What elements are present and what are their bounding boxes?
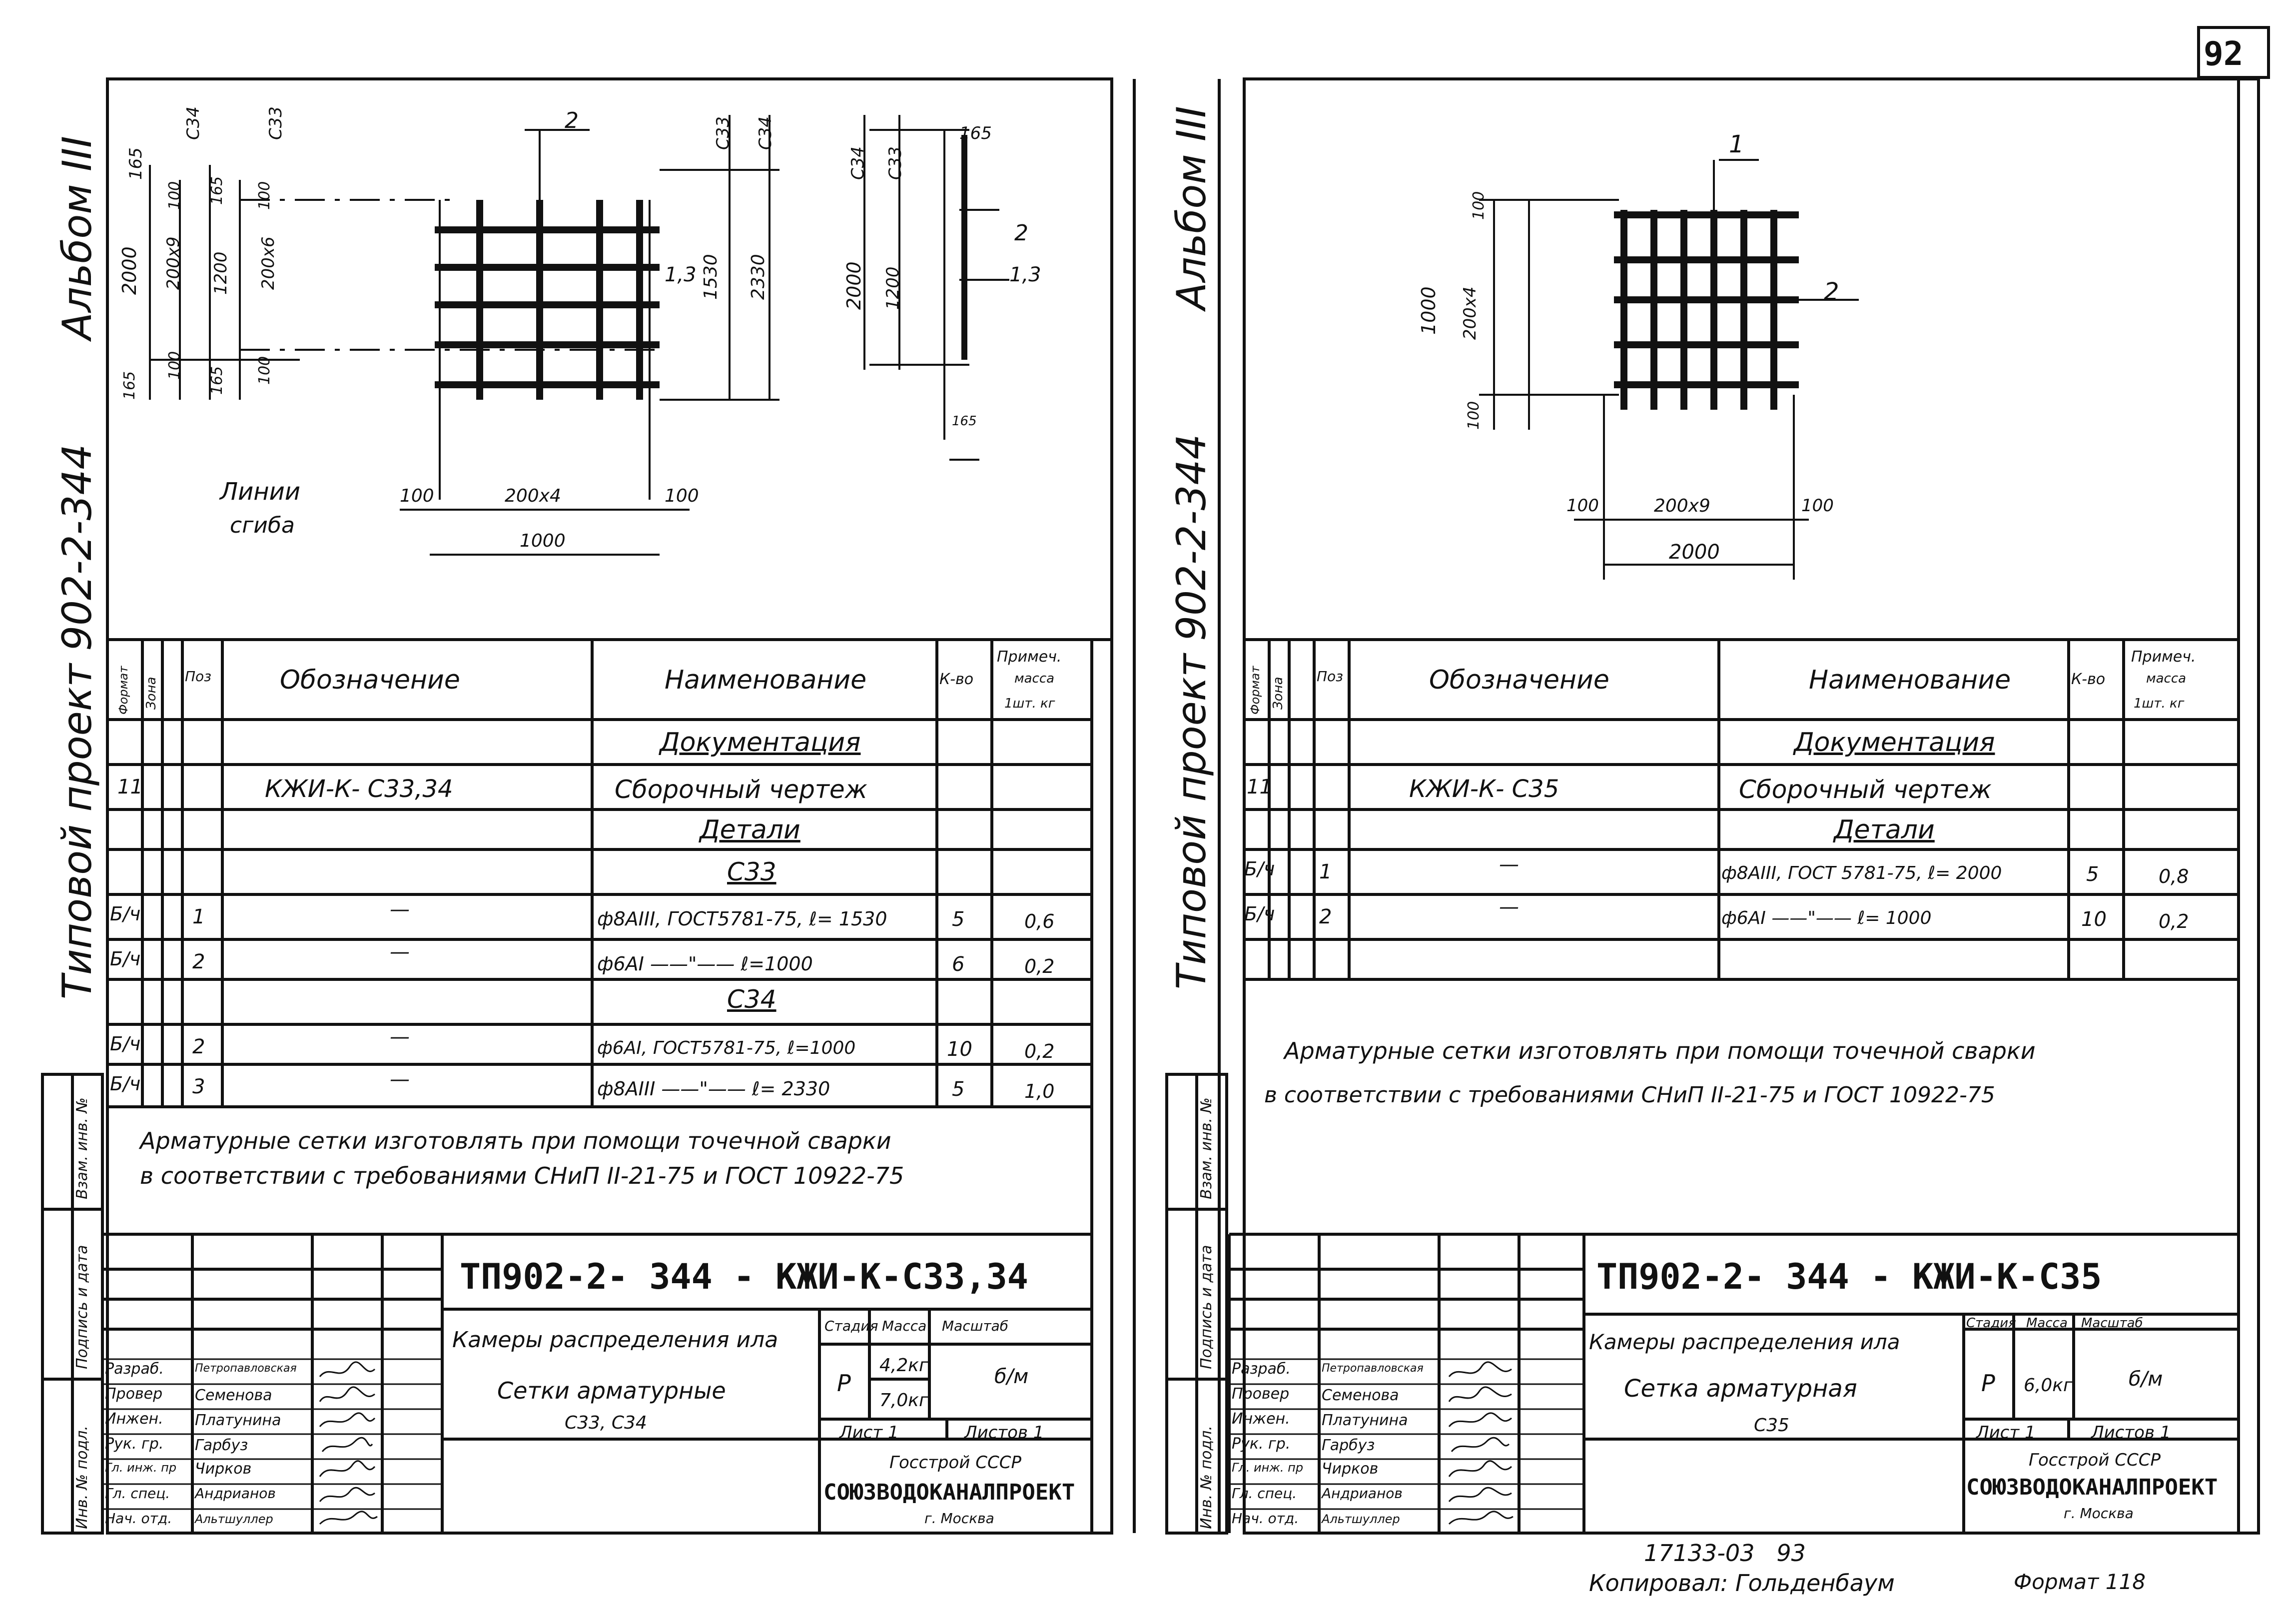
mark-label: 1,3 (665, 263, 697, 286)
staff-name: Семенова (1322, 1387, 1399, 1404)
left-signatures (315, 1359, 380, 1532)
dim-label: 165 (952, 414, 977, 429)
hdr-oboznachenie: Обозначение (280, 665, 460, 695)
dim-label: 165 (959, 123, 992, 143)
hdr-naimenovanie: Наименование (665, 665, 867, 695)
mark-label: 1,3 (1009, 263, 1041, 286)
mark-label: 1 (1729, 130, 1744, 158)
dim-label: 200х6 (258, 236, 278, 290)
right-signatures (1444, 1359, 1517, 1532)
staff-role: Разраб. (1232, 1360, 1291, 1378)
spec-cell: С34 (727, 985, 776, 1014)
spec-cell: — (390, 1068, 410, 1091)
mark-label: 2 (1824, 278, 1839, 306)
spec-cell: 0,2 (2159, 910, 2189, 932)
staff-role: Разраб. (105, 1360, 164, 1378)
dim-label: 1000 (520, 531, 566, 551)
staff-role: Нач. отд. (105, 1510, 172, 1527)
spec-cell: 3 (192, 1075, 205, 1098)
spec-cell: С33 (727, 857, 776, 886)
spec-cell: 10 (947, 1038, 972, 1061)
left-org3: г. Москва (924, 1510, 994, 1527)
dim-label: 2000 (118, 246, 140, 295)
hdr-poz: Поз (185, 668, 212, 685)
right-album-label: Альбом III (1168, 106, 1215, 310)
spec-cell: Документация (1794, 728, 1995, 758)
spec-cell: КЖИ-К- С33,34 (265, 775, 453, 803)
staff-name: Андрианов (1322, 1485, 1403, 1502)
left-note-line2: в соответствии с требованиями СНиП II-21-75 и ГОСТ 10922-75 (140, 1162, 904, 1189)
lines-label: Линии (220, 478, 301, 506)
right-title-name2: Сетка арматурная (1624, 1375, 1857, 1403)
hdr-naimenovanie: Наименование (1809, 665, 2011, 695)
staff-name: Альтшуллер (1322, 1512, 1400, 1526)
right-org2: СОЮЗВОДОКАНАЛПРОЕКТ (1966, 1475, 2218, 1500)
dim-label: 200х9 (1654, 496, 1710, 516)
left-title-name2: Сетки арматурные (497, 1377, 726, 1404)
right-project-label: Типовой проект 902-2-344 (1168, 434, 1215, 989)
staff-name: Петропавловская (1322, 1362, 1424, 1375)
dim-label: 100 (166, 351, 183, 380)
hdr-massa: масса (2146, 671, 2187, 686)
left-masshtab-h: Масштаб (942, 1318, 1009, 1334)
spec-cell: 5 (952, 1078, 965, 1101)
staff-role: Провер (105, 1385, 163, 1403)
staff-role: Гл. инж. пр (105, 1461, 177, 1475)
left-title-name3: С33, С34 (565, 1413, 647, 1433)
spec-cell: 0,8 (2159, 865, 2189, 887)
staff-role: Рук. гр. (105, 1435, 164, 1453)
spec-cell: Детали (700, 815, 800, 845)
spec-cell: ф8АIII, ГОСТ 5781-75, ℓ= 2000 (1721, 863, 2002, 883)
hdr-poz: Поз (1317, 668, 1344, 685)
hdr-zona: Зона (1271, 677, 1286, 710)
spec-cell: ф8АIII, ГОСТ5781-75, ℓ= 1530 (597, 908, 887, 930)
staff-name: Семенова (195, 1387, 272, 1404)
dim-label: 165 (208, 366, 226, 395)
right-org3: г. Москва (2064, 1505, 2134, 1522)
spec-cell: Б/ч (1244, 903, 1275, 925)
dim-label: С34 (756, 116, 775, 150)
dim-label: 200х9 (163, 236, 183, 290)
spec-cell: 11 (117, 776, 143, 799)
dim-label: 100 (1801, 496, 1834, 516)
staff-role: Провер (1232, 1385, 1290, 1403)
staff-role: Рук. гр. (1232, 1435, 1291, 1453)
right-masshtab: б/м (2129, 1368, 2163, 1391)
left-org1: Госстрой СССР (889, 1453, 1021, 1473)
spec-cell: ф6АI ——"—— ℓ=1000 (597, 953, 813, 975)
spec-cell: Сборочный чертеж (615, 775, 867, 804)
left-project-label: Типовой проект 902-2-344 (54, 444, 100, 999)
left-stamp-inv: Инв. № подл. (73, 1426, 91, 1529)
right-org1: Госстрой СССР (2029, 1450, 2161, 1470)
staff-role: Гл. спец. (105, 1485, 170, 1502)
right-stamp-inv: Инв. № подл. (1198, 1426, 1215, 1529)
dim-label: 100 (665, 486, 699, 506)
copied-by: Копировал: Гольденбаум (1589, 1570, 1895, 1597)
spec-cell: — (1499, 853, 1519, 876)
spec-cell: Б/ч (110, 903, 141, 925)
dim-label: 165 (126, 147, 146, 180)
spec-cell: КЖИ-К- С35 (1409, 775, 1559, 803)
right-masshtab-h: Масштаб (2081, 1316, 2143, 1331)
hdr-massa-unit: 1шт. кг (2134, 696, 2185, 711)
dim-label: С33 (885, 146, 905, 180)
dim-label: 2000 (1669, 541, 1720, 564)
dim-label: 165 (121, 371, 138, 400)
dim-label: С33 (266, 106, 286, 140)
spec-cell: 11 (1247, 776, 1272, 799)
hdr-massa: масса (1014, 671, 1055, 686)
staff-role: Гл. спец. (1232, 1485, 1297, 1502)
spec-cell: Б/ч (110, 1033, 141, 1055)
right-title-name1: Камеры распределения ила (1589, 1330, 1900, 1354)
right-stamp-podpis: Подпись и дата (1198, 1245, 1215, 1369)
hdr-format: Формат (1248, 666, 1262, 715)
dim-label: С34 (848, 146, 868, 180)
left-stamp-vzam: Взам. инв. № (73, 1097, 91, 1199)
spec-cell: 1 (192, 905, 205, 928)
right-mesh-drawing (1479, 160, 1859, 580)
spec-cell: ф6АI ——"—— ℓ= 1000 (1721, 908, 1932, 928)
left-title-name1: Камеры распределения ила (452, 1327, 778, 1353)
spec-cell: Документация (660, 728, 861, 758)
staff-name: Гарбуз (195, 1437, 248, 1454)
left-massa1: 4,2кг (879, 1355, 928, 1376)
dim-label: 1200 (883, 266, 903, 310)
dim-label: 1530 (701, 254, 721, 300)
right-massa1: 6,0кг (2024, 1375, 2073, 1396)
spec-cell: 6 (952, 953, 965, 976)
right-title-name3: С35 (1754, 1415, 1789, 1436)
staff-name: Чирков (195, 1460, 252, 1478)
spec-cell: 0,6 (1024, 910, 1055, 932)
dim-label: 200х4 (505, 486, 561, 506)
staff-name: Андрианов (195, 1485, 276, 1502)
left-masshtab: б/м (994, 1365, 1029, 1388)
spec-cell: Сборочный чертеж (1739, 775, 1992, 804)
hdr-format: Формат (116, 666, 130, 715)
hdr-zona: Зона (144, 677, 159, 710)
format-label: Формат 118 (2014, 1570, 2146, 1594)
spec-cell: 5 (952, 908, 965, 931)
spec-cell: Б/ч (110, 948, 141, 970)
left-frame (107, 79, 1112, 1533)
lines-label: сгиба (230, 513, 295, 538)
dim-label: 100 (1465, 401, 1483, 430)
hdr-prim: Примеч. (997, 648, 1062, 666)
spec-cell: ф8АIII ——"—— ℓ= 2330 (597, 1078, 830, 1100)
right-stadiya: Р (1981, 1370, 1995, 1397)
page-number: 92 (2204, 34, 2244, 73)
spec-cell: 2 (1319, 905, 1332, 928)
dim-label: С33 (713, 116, 733, 150)
left-title-code: ТП902-2- 344 - КЖИ-К-С33,34 (460, 1256, 1028, 1297)
spec-cell: — (390, 1025, 410, 1048)
spec-cell: 1 (1319, 860, 1332, 883)
dim-label: С34 (183, 106, 203, 140)
spec-cell: ф6АI, ГОСТ5781-75, ℓ=1000 (597, 1038, 856, 1058)
mark-label: 2 (565, 108, 579, 133)
spec-cell: Детали (1834, 815, 1935, 845)
left-stadiya-h: Стадия (824, 1318, 878, 1334)
spec-cell: — (1499, 895, 1519, 918)
staff-name: Гарбуз (1322, 1437, 1375, 1454)
staff-name: Альтшуллер (195, 1512, 273, 1526)
spec-cell: 2 (192, 950, 205, 973)
dim-label: 1200 (211, 251, 231, 295)
hdr-kol: К-во (2071, 671, 2106, 688)
spec-cell: Б/ч (110, 1073, 141, 1095)
hdr-prim: Примеч. (2131, 648, 2196, 666)
spec-cell: — (390, 898, 410, 921)
staff-role: Инжен. (1232, 1410, 1290, 1428)
left-massa2: 7,0кг (879, 1390, 928, 1411)
spec-cell: 0,2 (1024, 1040, 1055, 1062)
hdr-kol: К-во (939, 671, 974, 688)
left-album-label: Альбом III (54, 136, 100, 340)
hdr-massa-unit: 1шт. кг (1004, 696, 1055, 711)
staff-role: Гл. инж. пр (1232, 1461, 1304, 1475)
left-list: Лист 1 (839, 1423, 899, 1443)
dim-label: 2330 (748, 254, 768, 300)
dim-label: 100 (166, 181, 183, 210)
staff-name: Платунина (195, 1412, 281, 1429)
spec-cell: — (390, 940, 410, 963)
left-listov: Листов 1 (964, 1423, 1044, 1443)
dim-label: 1000 (1418, 286, 1440, 335)
right-listov: Листов 1 (2091, 1423, 2171, 1443)
spec-cell: 0,2 (1024, 955, 1055, 977)
dim-label: 165 (208, 176, 226, 205)
right-list: Лист 1 (1976, 1423, 2036, 1443)
staff-name: Чирков (1322, 1460, 1379, 1478)
right-note-line2: в соответствии с требованиями СНиП II-21-75 и ГОСТ 10922-75 (1264, 1082, 1995, 1108)
right-stadiya-h: Стадия (1966, 1316, 2016, 1331)
left-org2: СОЮЗВОДОКАНАЛПРОЕКТ (823, 1480, 1075, 1505)
left-stamp-podpis: Подпись и дата (73, 1245, 91, 1369)
spec-cell: 1,0 (1024, 1080, 1055, 1102)
right-stamp-vzam: Взам. инв. № (1198, 1097, 1215, 1199)
spec-cell: 5 (2086, 863, 2099, 886)
spec-cell: 2 (192, 1035, 205, 1058)
dim-label: 100 (1566, 496, 1599, 516)
right-title-code: ТП902-2- 344 - КЖИ-К-С35 (1596, 1256, 2102, 1297)
dim-label: 100 (400, 486, 434, 506)
spec-cell: Б/ч (1244, 858, 1275, 880)
mark-label: 2 (1014, 220, 1028, 246)
staff-name: Платунина (1322, 1412, 1408, 1429)
right-massa-h: Масса (2026, 1316, 2068, 1331)
staff-role: Инжен. (105, 1410, 163, 1428)
dim-label: 2000 (843, 261, 865, 310)
right-note-line1: Арматурные сетки изготовлять при помощи точечной сварки (1284, 1037, 2036, 1064)
hdr-oboznachenie: Обозначение (1429, 665, 1609, 695)
left-note-line1: Арматурные сетки изготовлять при помощи точечной сварки (140, 1127, 891, 1154)
staff-role: Нач. отд. (1232, 1510, 1299, 1527)
left-stadiya: Р (837, 1370, 851, 1397)
dim-label: 200х4 (1460, 286, 1480, 340)
bottom-note: 17133-03 93 (1644, 1540, 1806, 1567)
dim-label: 100 (256, 356, 273, 385)
staff-name: Петропавловская (195, 1362, 297, 1375)
spec-cell: 10 (2081, 908, 2107, 931)
dim-label: 100 (256, 181, 273, 210)
dim-label: 100 (1470, 191, 1488, 220)
left-massa-h: Масса (882, 1318, 927, 1334)
